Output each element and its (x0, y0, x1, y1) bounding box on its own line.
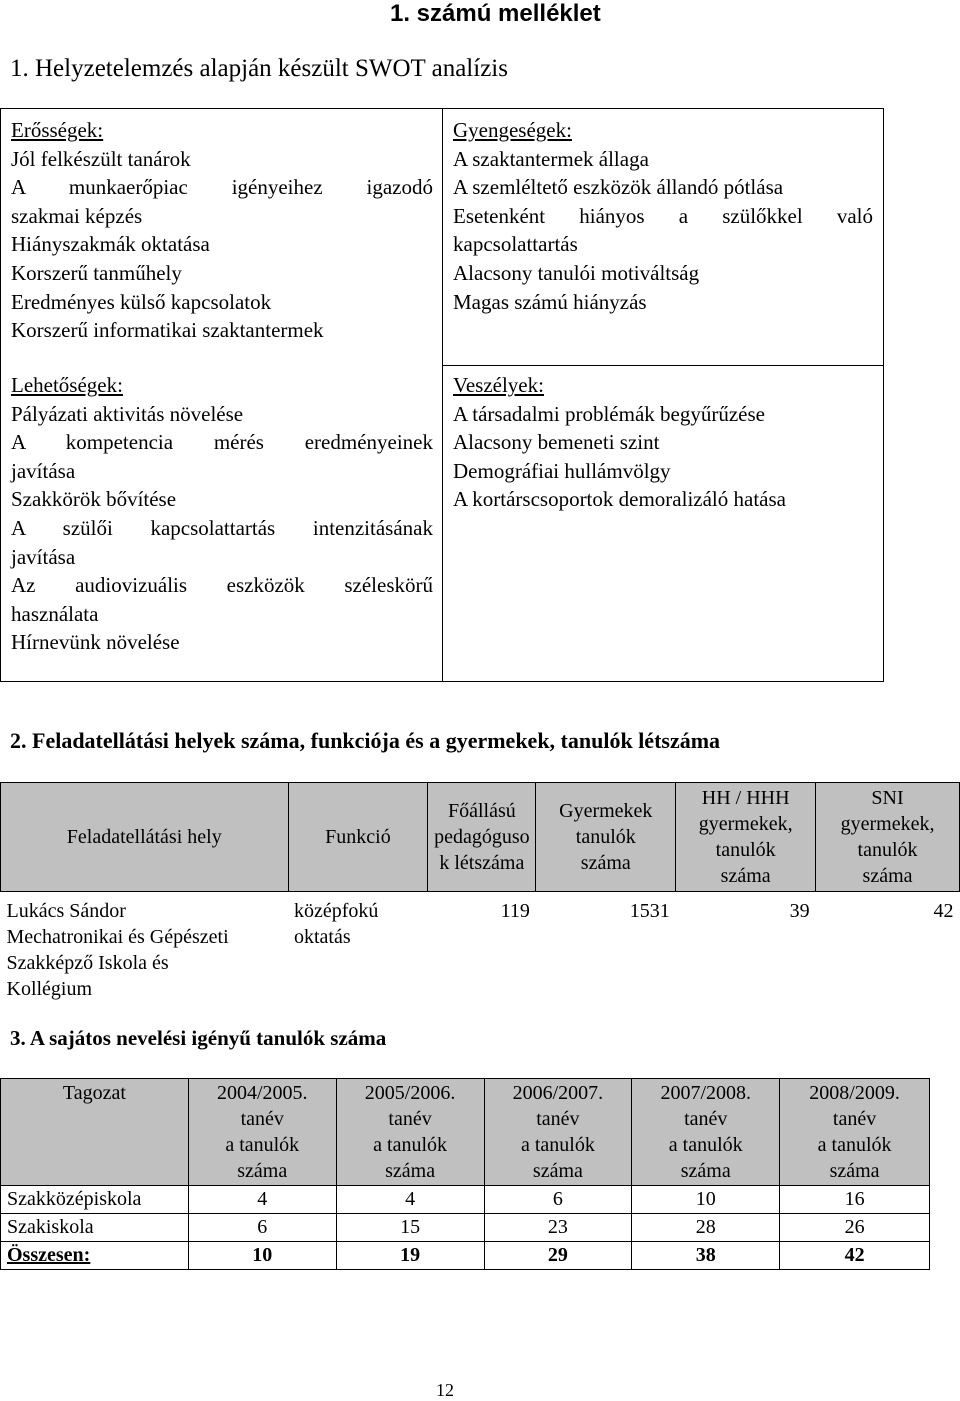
header-line: 2007/2008. (660, 1082, 752, 1104)
opportunity-item: Pályázati aktivitás növelése (11, 401, 244, 426)
header-line: a tanulók (373, 1134, 448, 1156)
threat-item: Alacsony bemeneti szint (453, 430, 660, 455)
header-line: száma (862, 865, 913, 887)
col-header-year (336, 1079, 484, 1186)
header-line: tanév (240, 1108, 284, 1130)
table-cell: 26 (780, 1214, 930, 1242)
swot-divider-horizontal (442, 365, 883, 366)
table-cell: 4 (336, 1186, 484, 1214)
cell-teachers: 119 (500, 900, 530, 922)
weakness-item: kapcsolattartás (453, 232, 578, 257)
header-line: száma (720, 865, 771, 887)
header-line: pedagóguso (434, 826, 530, 848)
header-line: tanulók (715, 839, 776, 861)
table-row (1, 1214, 930, 1242)
weakness-item: Alacsony tanulói motiváltság (453, 260, 700, 285)
place-line: Mechatronikai és Gépészeti (6, 926, 229, 948)
header-line: Főállású (447, 800, 516, 822)
function-line: középfokú (294, 900, 379, 922)
header-line: a tanulók (817, 1134, 892, 1156)
header-line: tanulók (857, 839, 918, 861)
col-header-year (484, 1079, 632, 1186)
header-line: tanév (536, 1108, 580, 1130)
header-line: a tanulók (225, 1134, 300, 1156)
table-cell: 6 (484, 1186, 632, 1214)
header-line: Gyermekek (559, 800, 653, 822)
col-header-place: Feladatellátási hely (1, 783, 289, 892)
strength-item: Hiányszakmák oktatása (11, 232, 210, 257)
opportunity-item: A kompetencia mérés eredményeinek (11, 430, 433, 455)
table-cell: 28 (632, 1214, 780, 1242)
header-line: száma (385, 1160, 436, 1182)
header-line: a tanulók (668, 1134, 743, 1156)
table-cell: 10 (632, 1186, 780, 1214)
swot-heading: 1. Helyzetelemzés alapján készült SWOT analízis (10, 55, 508, 82)
total-cell: 29 (484, 1242, 632, 1270)
strengths-title: Erősségek: (11, 118, 104, 142)
opportunity-item: javítása (11, 544, 76, 569)
header-line: HH / HHH (701, 787, 790, 809)
place-line: Lukács Sándor (6, 900, 126, 922)
page-number: 12 (436, 1380, 454, 1400)
annex-label: 1. számú melléklet (390, 0, 601, 27)
header-line: k létszáma (439, 852, 525, 874)
sen-students-table (0, 1078, 930, 1270)
swot-strengths (11, 116, 433, 345)
cell-students: 1531 (629, 900, 670, 922)
header-line: tanév (832, 1108, 877, 1130)
col-header-year (188, 1079, 336, 1186)
table-row (1, 892, 960, 1009)
header-line: a tanulók (520, 1134, 595, 1156)
total-label: Összesen: (1, 1242, 189, 1270)
weakness-item: Esetenként hiányos a szülőkkel való (453, 203, 873, 228)
section2-heading: 2. Feladatellátási helyek száma, funkciója és a gyermekek, tanulók létszáma (10, 728, 721, 753)
opportunity-item: használata (11, 601, 99, 626)
opportunity-item: Az audiovizuális eszközök széleskörű (11, 573, 433, 598)
header-line: száma (532, 1160, 583, 1182)
header-line: száma (680, 1160, 731, 1182)
header-line: tanév (388, 1108, 432, 1130)
header-line: SNI (871, 787, 904, 809)
table-header-row (1, 783, 960, 892)
col-header-sni (816, 783, 960, 892)
function-line: oktatás (294, 926, 351, 948)
table-cell: 6 (188, 1214, 336, 1242)
threat-item: Demográfiai hullámvölgy (453, 458, 671, 483)
total-cell: 19 (336, 1242, 484, 1270)
header-line: száma (237, 1160, 288, 1182)
cell-hh: 39 (789, 900, 810, 922)
swot-grid (0, 108, 884, 682)
opportunities-title: Lehetőségek: (11, 373, 123, 397)
place-line: Kollégium (6, 978, 93, 1000)
total-cell: 38 (632, 1242, 780, 1270)
strength-item: szakmai képzés (11, 203, 143, 228)
total-cell: 10 (188, 1242, 336, 1270)
cell-place (1, 892, 289, 1009)
threats-title: Veszélyek: (453, 373, 544, 397)
cell-function (288, 892, 428, 1009)
header-line: 2004/2005. (216, 1082, 308, 1104)
table-cell: 4 (188, 1186, 336, 1214)
total-cell: 42 (780, 1242, 930, 1270)
header-line: tanulók (575, 826, 636, 848)
col-header-year (632, 1079, 780, 1186)
table-cell: 16 (780, 1186, 930, 1214)
strength-item: Jól felkészült tanárok (11, 146, 191, 171)
weaknesses-title: Gyengeségek: (453, 118, 572, 142)
header-line: 2005/2006. (364, 1082, 456, 1104)
table-header-row (1, 1079, 930, 1186)
strength-item: Eredményes külső kapcsolatok (11, 289, 272, 314)
opportunity-item: javítása (11, 458, 76, 483)
swot-threats (453, 371, 873, 514)
section3-heading: 3. A sajátos nevelési igényű tanulók száma (10, 1026, 387, 1050)
cell-sni: 42 (933, 900, 954, 922)
row-label: Szakiskola (1, 1214, 189, 1242)
institutions-table (0, 782, 960, 1008)
weakness-item: A szemléltető eszközök állandó pótlása (453, 175, 784, 200)
opportunity-item: Hírnevünk növelése (11, 630, 180, 655)
row-label: Szakközépiskola (1, 1186, 189, 1214)
col-header-tagozat: Tagozat (1, 1079, 189, 1186)
swot-divider-vertical (442, 109, 443, 681)
col-header-teachers (428, 783, 536, 892)
col-header-hh (676, 783, 816, 892)
table-cell: 23 (484, 1214, 632, 1242)
col-header-function: Funkció (288, 783, 428, 892)
swot-opportunities (11, 371, 433, 657)
col-header-students (536, 783, 676, 892)
strength-item: Korszerű informatikai szaktantermek (11, 318, 324, 343)
header-line: gyermekek, (840, 813, 935, 835)
total-row (1, 1242, 930, 1270)
swot-weaknesses (453, 116, 873, 316)
table-row (1, 1186, 930, 1214)
weakness-item: Magas számú hiányzás (453, 289, 647, 314)
header-line: 2008/2009. (809, 1082, 900, 1104)
threat-item: A kortárscsoportok demoralizáló hatása (453, 487, 786, 512)
opportunity-item: A szülői kapcsolattartás intenzitásának (11, 515, 433, 540)
header-line: tanév (684, 1108, 728, 1130)
header-line: száma (829, 1160, 880, 1182)
place-line: Szakképző Iskola és (6, 952, 169, 974)
header-line: száma (580, 852, 631, 874)
header-line: gyermekek, (698, 813, 793, 835)
strength-item: Korszerű tanműhely (11, 260, 182, 285)
opportunity-item: Szakkörök bővítése (11, 487, 177, 512)
strength-item: A munkaerőpiac igényeihez igazodó (11, 175, 433, 200)
threat-item: A társadalmi problémák begyűrűzése (453, 401, 765, 426)
table-cell: 15 (336, 1214, 484, 1242)
weakness-item: A szaktantermek állaga (453, 146, 649, 171)
header-line: 2006/2007. (512, 1082, 604, 1104)
col-header-year (780, 1079, 930, 1186)
